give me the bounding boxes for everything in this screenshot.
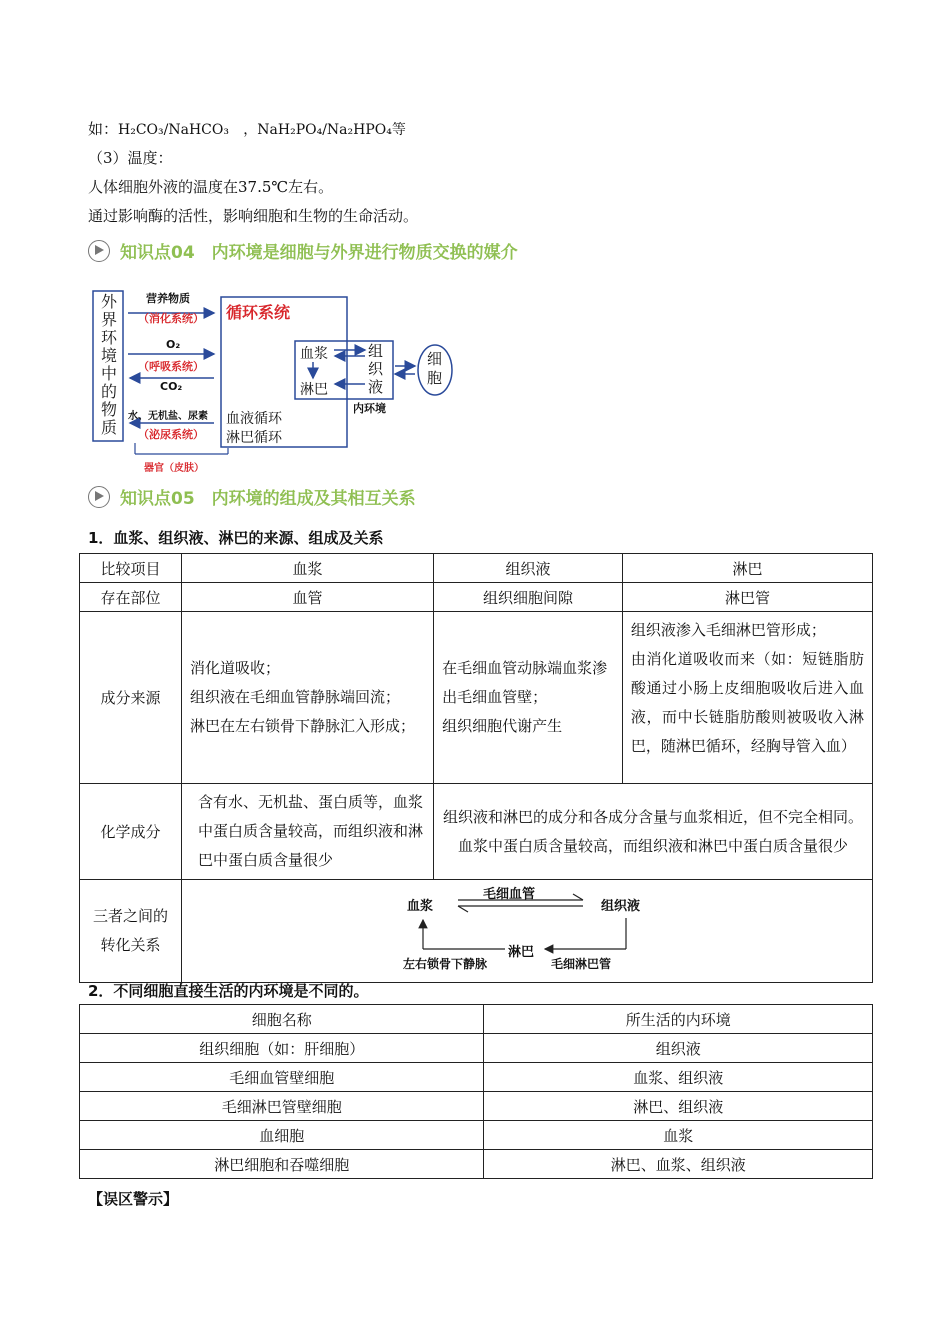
table-row — [80, 784, 873, 880]
urinary-label: （泌尿系统） — [138, 428, 204, 441]
lymph-circulation-label: 淋巴循环 — [226, 430, 282, 446]
table-cell: 淋巴管 — [622, 583, 872, 612]
section2-heading: 2．不同细胞直接生活的内环境是不同的。 — [88, 982, 369, 1000]
header-cell: 细胞名称 — [80, 1005, 484, 1034]
header-cell: 血浆 — [182, 554, 434, 583]
play-circle-icon — [88, 240, 110, 262]
source-plasma-cell: 消化道吸收； 组织液在毛细血管静脉端回流； 淋巴在左右锁骨下静脉汇入形成； — [182, 612, 434, 784]
example-line: 如：H₂CO₃/NaHCO₃ ，NaH₂PO₄/Na₂HPO₄等 — [88, 120, 406, 138]
table-cell: 组织细胞（如：肝细胞） — [80, 1034, 484, 1063]
vein-label: 左右锁骨下静脉 — [403, 957, 488, 971]
kp04-title: 知识点04 内环境是细胞与外界进行物质交换的媒介 — [120, 243, 518, 263]
tissue-fluid-label: 组 织 液 — [368, 342, 384, 396]
comparison-table — [79, 553, 873, 983]
capillary-label: 毛细血管 — [483, 887, 536, 902]
table-row — [80, 1063, 873, 1092]
table-cell: 组织液 — [484, 1034, 873, 1063]
warning-heading: 【误区警示】 — [88, 1190, 179, 1208]
header-cell: 所生活的内环境 — [484, 1005, 873, 1034]
table-cell: 淋巴细胞和吞噬细胞 — [80, 1150, 484, 1179]
source-lymph-cell: 组织液渗入毛细淋巴管形成； 由消化道吸收而来（如：短链脂肪酸通过小肠上皮细胞吸收后进入血液，而中长链脂肪酸则被吸收入淋巴，随淋巴循环，经胸导管入血） — [622, 612, 872, 784]
table-row — [80, 612, 873, 784]
temperature-line-1: 人体细胞外液的温度在37.5℃左右。 — [88, 178, 334, 196]
o2-label: O₂ — [166, 338, 181, 351]
lymph-label: 淋巴 — [300, 382, 328, 398]
blood-circulation-label: 血液循环 — [226, 411, 282, 427]
table-cell: 淋巴、血浆、组织液 — [484, 1150, 873, 1179]
kp05-heading — [88, 484, 416, 509]
respiratory-label: （呼吸系统） — [138, 360, 204, 373]
internal-env-label: 内环境 — [353, 402, 386, 415]
table-row — [80, 554, 873, 583]
chem-plasma-cell: 含有水、无机盐、蛋白质等，血浆中蛋白质含量较高，而组织液和淋巴中蛋白质含量很少 — [182, 784, 434, 880]
digestive-label: （消化系统） — [138, 312, 204, 325]
lymph-vessel-label: 毛细淋巴管 — [551, 957, 612, 971]
cell-label: 细 胞 — [427, 350, 443, 387]
co2-label: CO₂ — [160, 380, 183, 393]
outer-env-label: 外 界 环 境 中 的 物 质 — [100, 292, 117, 437]
temperature-heading: （3）温度： — [88, 149, 173, 167]
plasma-label: 血浆 — [300, 346, 328, 362]
tissue-fluid-node: 组织液 — [601, 899, 641, 914]
table-cell: 组织细胞间隙 — [434, 583, 623, 612]
row-label: 存在部位 — [80, 583, 182, 612]
source-tissue-cell: 在毛细血管动脉端血浆渗出毛细血管壁； 组织细胞代谢产生 — [434, 612, 623, 784]
section1-heading: 1．血浆、组织液、淋巴的来源、组成及关系 — [88, 529, 384, 547]
table-row — [80, 1121, 873, 1150]
table-cell: 血浆 — [484, 1121, 873, 1150]
table-row — [80, 880, 873, 983]
row-label: 化学成分 — [80, 784, 182, 880]
header-cell: 淋巴 — [622, 554, 872, 583]
table-row — [80, 1092, 873, 1121]
chem-other-cell: 组织液和淋巴的成分和各成分含量与血浆相近，但不完全相同。血浆中蛋白质含量较高，而组织液和淋巴中蛋白质含量很少 — [434, 784, 873, 880]
table-row — [80, 1150, 873, 1179]
table-row — [80, 583, 873, 612]
header-cell: 组织液 — [434, 554, 623, 583]
table-row — [80, 1005, 873, 1034]
cell-environment-table — [79, 1004, 873, 1179]
table-cell: 毛细血管壁细胞 — [80, 1063, 484, 1092]
circulation-title: 循环系统 — [226, 303, 291, 322]
wastes-label: 水、无机盐、尿素 — [128, 411, 208, 422]
row-label: 成分来源 — [80, 612, 182, 784]
play-circle-icon — [88, 486, 110, 508]
exchange-diagram — [88, 286, 458, 476]
table-cell: 血浆、组织液 — [484, 1063, 873, 1092]
nutrients-label: 营养物质 — [146, 292, 190, 305]
row-label: 三者之间的转化关系 — [80, 880, 182, 983]
organ-label: 器官（皮肤） — [144, 463, 204, 474]
kp04-heading — [88, 238, 518, 263]
table-cell: 血细胞 — [80, 1121, 484, 1150]
kp05-title: 知识点05 内环境的组成及其相互关系 — [120, 489, 416, 509]
table-cell: 血管 — [182, 583, 434, 612]
table-cell: 淋巴、组织液 — [484, 1092, 873, 1121]
header-cell: 比较项目 — [80, 554, 182, 583]
plasma-node: 血浆 — [407, 899, 434, 914]
relation-diagram-cell — [182, 880, 873, 983]
lymph-node: 淋巴 — [508, 945, 535, 960]
table-cell: 毛细淋巴管壁细胞 — [80, 1092, 484, 1121]
temperature-line-2: 通过影响酶的活性，影响细胞和生物的生命活动。 — [88, 207, 419, 225]
relation-diagram — [183, 881, 871, 981]
table-row — [80, 1034, 873, 1063]
